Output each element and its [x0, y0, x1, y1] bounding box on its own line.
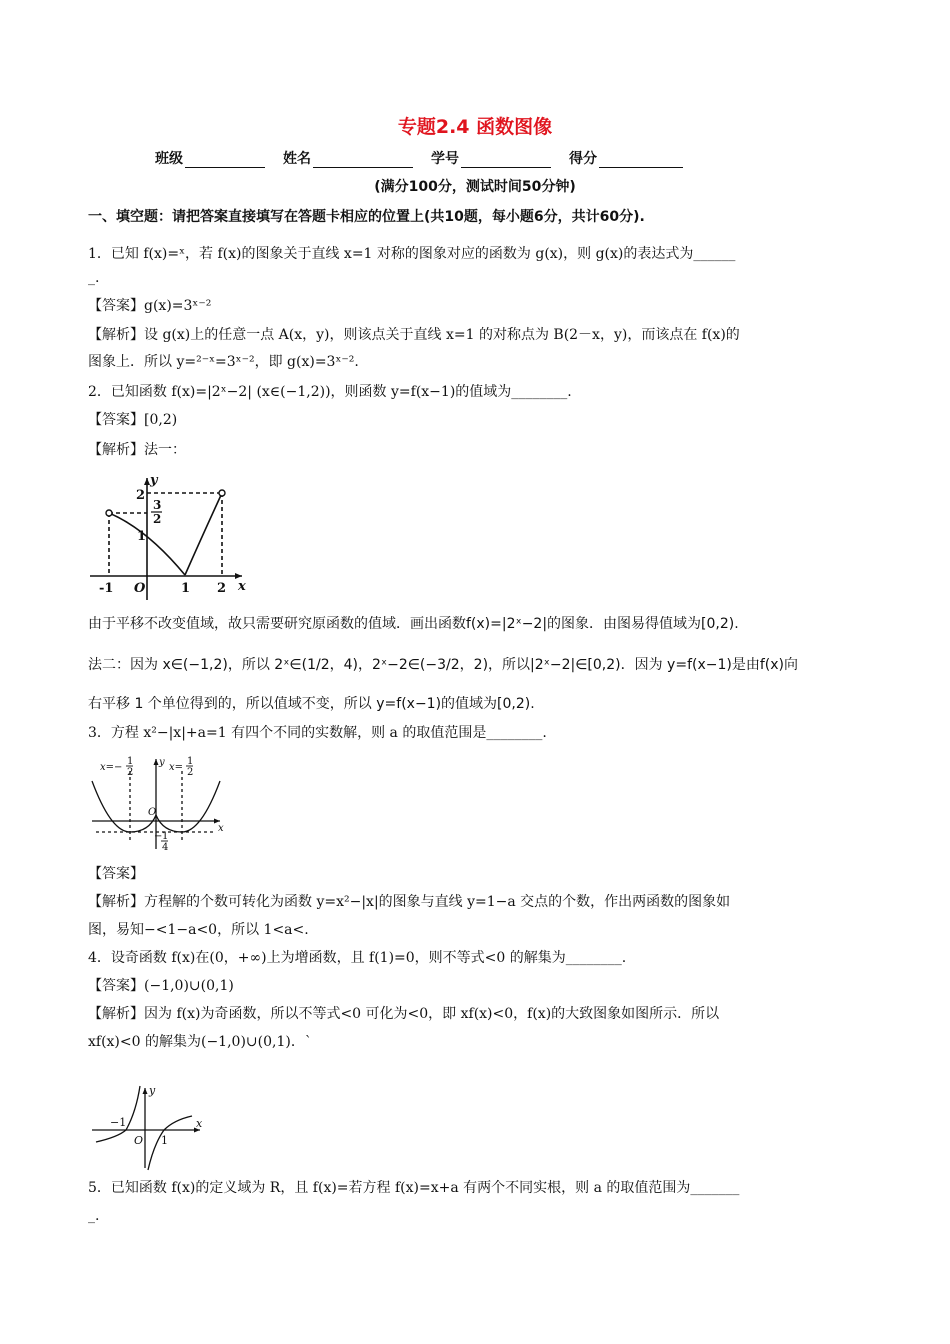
q1-analysis-cont: 图象上．所以 y=²⁻ˣ=3ˣ⁻²，即 g(x)=3ˣ⁻².	[88, 354, 359, 370]
q3-left-frac-den: 2	[127, 767, 134, 778]
q4-tick-neg1: −1	[110, 1116, 127, 1129]
q4-tick-1: 1	[161, 1134, 168, 1147]
section-heading: 一、填空题：请把答案直接填写在答题卡相应的位置上(共10题，每小题6分，共计60分).	[88, 209, 645, 225]
q2-y-label: y	[150, 473, 158, 488]
q3-x-label: x	[218, 823, 224, 834]
q2-tick-neg1: -1	[99, 581, 114, 596]
q2-curve-right	[185, 493, 222, 575]
q2-text: 2．已知函数 f(x)=|2ˣ−2| (x∈(−1,2))，则函数 y=f(x−1)的值域为________.	[88, 384, 572, 400]
q4-analysis-cont: xf(x)<0 的解集为(−1,0)∪(0,1)．`	[88, 1034, 312, 1050]
name-field[interactable]: 姓名	[283, 148, 413, 168]
q2-open-point-left	[106, 510, 112, 516]
q2-tick-1: 1	[181, 581, 191, 596]
page-title: 专题2.4 函数图像	[397, 116, 553, 138]
class-field[interactable]: 班级	[155, 148, 265, 168]
q3-graph	[86, 755, 230, 855]
q3-left-label: x=−	[100, 762, 123, 773]
q2-tick-y2: 2	[136, 488, 146, 503]
q4-answer: 【答案】(−1,0)∪(0,1)	[88, 978, 234, 994]
q3-left-frac-num: 1	[127, 756, 134, 767]
q2-method2: 法二：因为 x∈(−1,2)，所以 2ˣ∈(1/2，4)，2ˣ−2∈(−3/2，2)，所以|2ˣ−2|∈[0,2)．因为 y=f(x−1)是由f(x)向	[88, 657, 798, 673]
q5-text-cont: _.	[88, 1208, 100, 1224]
q2-answer: 【答案】[0,2)	[88, 412, 178, 428]
q4-x-label: x	[196, 1117, 203, 1130]
q2-explain: 由于平移不改变值域，故只需要研究原函数的值域．画出函数f(x)=|2ˣ−2|的图象．由图易得值域为[0,2).	[88, 616, 739, 632]
number-field[interactable]: 学号	[431, 148, 551, 168]
q3-analysis-cont: 图，易知−<1−a<0，所以 1<a<.	[88, 922, 309, 938]
q2-origin: O	[134, 581, 146, 596]
q3-answer: 【答案】	[88, 866, 144, 882]
q2-method2-cont: 右平移 1 个单位得到的，所以值域不变，所以 y=f(x−1)的值域为[0,2).	[88, 696, 535, 712]
q3-analysis: 【解析】方程解的个数可转化为函数 y=x²−|x|的图象与直线 y=1−a 交点的个数，作出两函数的图象如	[88, 894, 731, 910]
q3-right-label: x=	[169, 762, 184, 773]
q4-graph	[88, 1082, 206, 1172]
q3-bottom-sign: −	[154, 831, 163, 842]
q1-answer: 【答案】g(x)=3ˣ⁻²	[88, 298, 212, 314]
q2-tick-2: 2	[217, 581, 227, 596]
q2-open-point-right	[219, 490, 225, 496]
q3-text: 3．方程 x²−|x|+a=1 有四个不同的实数解，则 a 的取值范围是________.	[88, 725, 547, 741]
q2-method1-label: 【解析】法一：	[88, 442, 186, 458]
score-field[interactable]: 得分	[569, 148, 683, 168]
q3-origin: O	[148, 807, 157, 818]
student-info-row	[155, 148, 795, 168]
q4-origin: O	[134, 1134, 144, 1147]
q4-y-label: y	[149, 1084, 156, 1097]
q3-right-frac-den: 2	[187, 767, 194, 778]
q2-tick-y1: 1	[137, 529, 147, 544]
q4-curve-right	[148, 1116, 192, 1170]
q3-right-frac-num: 1	[187, 756, 194, 767]
q2-frac-den: 2	[153, 512, 162, 526]
q4-text: 4．设奇函数 f(x)在(0，+∞)上为增函数，且 f(1)=0，则不等式<0 的解集为________.	[88, 950, 627, 966]
q1-text-cont: _.	[88, 270, 100, 286]
exam-subtitle: (满分100分，测试时间50分钟)	[374, 179, 576, 195]
q2-frac-num: 3	[153, 498, 162, 512]
q1-text: 1．已知 f(x)=ˣ，若 f(x)的图象关于直线 x=1 对称的图象对应的函数为 g(x)，则 g(x)的表达式为______	[88, 246, 736, 262]
q2-graph	[86, 472, 256, 604]
q3-bottom-num: 1	[162, 831, 169, 842]
q1-analysis: 【解析】设 g(x)上的任意一点 A(x，y)，则该点关于直线 x=1 的对称点为 B(2－x，y)，而该点在 f(x)的	[88, 327, 740, 343]
q4-analysis: 【解析】因为 f(x)为奇函数，所以不等式<0 可化为<0，即 xf(x)<0，f(x)的大致图象如图所示．所以	[88, 1006, 720, 1022]
q2-x-label: x	[238, 579, 246, 594]
q3-bottom-den: 4	[162, 842, 169, 853]
q3-y-label: y	[159, 757, 165, 768]
q5-text: 5．已知函数 f(x)的定义域为 R，且 f(x)=若方程 f(x)=x+a 有两个不同实根，则 a 的取值范围为_______	[88, 1180, 740, 1196]
